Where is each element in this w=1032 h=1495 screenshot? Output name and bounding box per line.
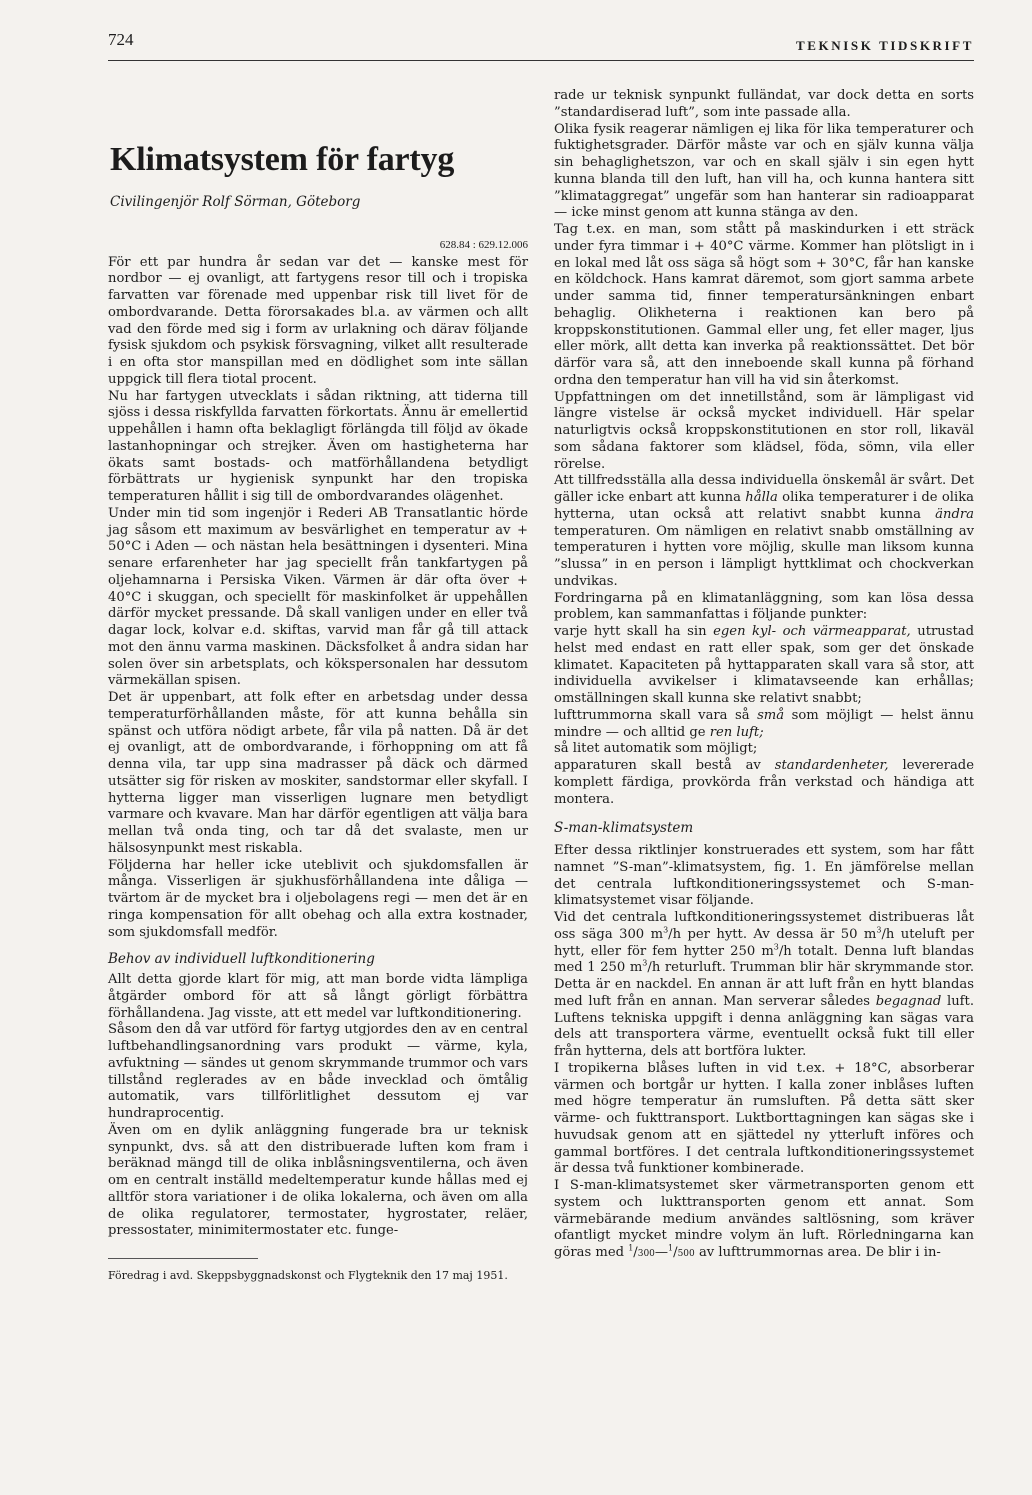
section-heading: S-man-klimatsystem (554, 820, 694, 837)
superscript: 3 (876, 925, 882, 935)
list-item (554, 758, 974, 808)
fraction-denominator: 300 (637, 1249, 655, 1259)
text: /h per hytt. Av dessa är 50 m (668, 926, 877, 942)
emphasis: begagnad (875, 993, 942, 1009)
left-column (108, 82, 528, 1283)
paragraph (554, 1178, 974, 1263)
text: Att tillfredsställa alla dessa individuella önskemål är svårt. Det gäller icke enbart att kunna (554, 473, 974, 505)
article-title: Klimatsystem för fartyg (110, 141, 455, 178)
author-byline: Civilingenjör Rolf Sörman, Göteborg (110, 194, 361, 210)
classification-code: 628.84 : 629.12.006 (439, 238, 528, 251)
text: /h uteluft per hytt, eller för fem hytter 250 m (554, 926, 975, 959)
paragraph: Även om en dylik anläggning fungerade bra ur teknisk synpunkt, dvs. så att den distribuerade luften kom fram i beräknad mängd till de olika inblåsningsventilerna, och även om en centralt inställd medeltemperatur kunde hållas med ej alltför stora variationer i de olika lokalerna, och även om alla de olika regulatorer, termostater, hygrostater, reläer, pressostater, minimitermostater etc. funge- (108, 1122, 528, 1239)
text: Vid det centrala luftkonditioneringssystemet distribueras låt oss säga 300 m (554, 910, 974, 942)
header-rule (108, 60, 974, 61)
journal-name: TEKNISK TIDSKRIFT (796, 38, 974, 53)
text: temperaturen. Om nämligen en relativt snabb omställning av temperaturen i hytten vore möjlig, skulle man liksom kunna ”slussa” in en person i lämpligt hyttklimat och chockverkan undvikas. (554, 523, 974, 589)
paragraph: För ett par hundra år sedan var det — kanske mest för nordbor — ej ovanligt, att fartygens resor till och i tropiska farvatten var förenade med uppenbar risk till livet för de ombordvarande. Detta förorsakades bl.a. av värmen och allt vad den förde med sig i form av urlakning och därav följande fysisk sjukdom och psykisk försvagning, vilket allt resulterade i en ofta stor manspillan med en dödlighet som inte sällan uppgick till flera tiotal procent. (108, 254, 528, 387)
footnote: Föredrag i avd. Skeppsbyggnadskonst och Flygteknik den 17 maj 1951. (108, 1269, 508, 1282)
emphasis: egen kyl- och värmeapparat, (713, 624, 911, 639)
list-item (554, 708, 974, 742)
paragraph: Tag t.ex. en man, som stått på maskindurken i ett sträck under fyra timmar i + 40°C värme. Kommer han plötsligt in i en lokal med låt oss säga så högt som + 30°C, får han kanske en köldchock. Hans kamrat däremot, som gjort samma arbete under samma tid, finner temperatursänkningen enbart behaglig. Olikheterna i reaktionen kan bero på kroppskonstitutionen. Gammal eller ung, fet eller mager, ljus eller mörk, allt detta kan inverka på reaktionssättet. Det bör därför vara så, att den inneboende skall kunna på förhand ordna den temperatur han vill ha vid sin återkomst. (554, 222, 974, 388)
superscript: 3 (642, 958, 648, 968)
text: lufttrummorna skall vara så (554, 707, 758, 723)
superscript: 3 (663, 925, 669, 935)
fraction-numerator: 1 (668, 1243, 674, 1253)
paragraph: Efter dessa riktlinjer konstruerades ett system, som har fått namnet ”S-man”-klimatsystem, fig. 1. En jämförelse mellan det centrala luftkonditioneringssystemet och S-man-klimatsystemet visar följande. (554, 843, 974, 909)
text: som möjligt — helst ännu mindre — och alltid ge (554, 707, 974, 740)
paragraph: Fordringarna på en klimatanläggning, som kan lösa dessa problem, kan sammanfattas i följande punkter: (554, 590, 974, 623)
emphasis: ren luft; (709, 724, 764, 740)
paragraph: Följderna har heller icke uteblivit och sjukdomsfallen är många. Visserligen är sjukhusförhållandena inte dåliga — tvärtom är de mycket bra i oljebolagens regi — men det är en ringa kompensation för allt obehag och alla extra kostnader, som sjukdomsfall medför. (108, 857, 528, 940)
text: /h returluft. Trumman blir här skrymmande stor. Detta är en nackdel. En annan är att luft från en hytt blandas med luft från en annan. Man serverar således (554, 960, 974, 1009)
fraction-slash: / (633, 1245, 638, 1260)
emphasis: hålla (745, 490, 778, 505)
paragraph: Olika fysik reagerar nämligen ej lika för lika temperaturer och fuktighetsgrader. Därför måste var och en själv kunna välja sin behaglighetszon, var och en skall själv i sin egen hytt kunna blanda till den luft, han vill ha, och kunna hantera sitt ”klimataggregat” ungefär som han hanterar sin radioapparat — icke minst genom att kunna stänga av den. (554, 121, 974, 221)
paragraph (554, 473, 974, 590)
text: /h totalt. Denna luft blandas med 1 250 m (554, 943, 974, 976)
text: varje hytt skall ha sin (554, 624, 714, 639)
text: luft. Luftens tekniska uppgift i denna anläggning kan sägas vara dels att transportera värme, eventuellt också fukt till eller från hytterna, dels att bortföra lukter. (554, 993, 974, 1059)
paragraph: Uppfattningen om det innetillstånd, som är lämpligast vid längre vistelse är också mycket individuell. Här spelar naturligtvis också kroppskonstitutionen en stor roll, likaväl som sådana faktorer som klädsel, föda, sömn, vila eller rörelse. (554, 389, 974, 472)
fraction-denominator: 500 (677, 1249, 695, 1259)
text: av lufttrummornas area. De blir i in- (694, 1245, 941, 1260)
text: apparaturen skall bestå av (554, 758, 775, 773)
paragraph: Nu har fartygen utvecklats i sådan riktning, att tiderna till sjöss i dessa riskfyllda farvatten förkortats. Ännu är emellertid uppehållen i hamn ofta beklagligt förlängda till följd av ökade lastanhopningar och strejker. Även om hastigheterna har ökats samt bostads- och matförhållandena betydligt förbättrats ur hygienisk synpunkt har den tropiska temperaturen hållit i sig till de ombordvarandes olägenhet. (108, 388, 528, 504)
list-item: så litet automatik som möjligt; (554, 741, 758, 757)
paragraph (554, 910, 974, 1061)
section-heading: Behov av individuell luftkonditionering (108, 951, 375, 968)
emphasis: ändra (935, 506, 974, 522)
text: levererade komplett färdiga, provkörda från verkstad och händiga att montera. (554, 758, 974, 807)
paragraph: rade ur teknisk synpunkt fulländat, var dock detta en sorts ”standardiserad luft”, som inte passade alla. (554, 88, 974, 120)
fraction-slash: / (673, 1245, 678, 1260)
page-number: 724 (108, 30, 134, 49)
paragraph: Det är uppenbart, att folk efter en arbetsdag under dessa temperaturförhållanden måste, för att kunna behålla sin spänst och utföra nödigt arbete, får vila på natten. Då är det ej ovanligt, att de ombordvarande, i förhoppning om att få denna vila, tar upp sina madrasser på däck och därmed utsätter sig för risken av moskiter, sandstormar eller skyfall. I hytterna ligger man visserligen lugnare men betydligt varmare och kvavare. Man har därför egentligen att välja bara mellan två onda ting, och tar då det svalaste, men ur hälsosynpunkt mest riskabla. (108, 690, 528, 856)
right-column (554, 88, 974, 1263)
text: I S-man-klimatsystemet sker värmetransporten genom ett system och lukttransporten genom ett annat. Som värmebärande medium användes saltlösning, som kräver ofantligt mycket mindre volym än luft. Rörledningarna kan göras med (554, 1178, 974, 1260)
text: utrustad helst med endast en ratt eller spak, som ger det önskade klimatet. Kapaciteten på hyttapparaten skall vara så stor, att individuella avvikelser i klimatavseende kan erhållas; omställningen skall kunna ske relativt snabbt; (554, 624, 974, 706)
footnote-rule (108, 1258, 258, 1259)
list-item (554, 624, 974, 708)
text: olika temperaturer i de olika hytterna, utan också att relativt snabbt kunna (554, 490, 974, 522)
emphasis: standardenheter, (774, 758, 889, 773)
fraction-numerator: 1 (628, 1243, 634, 1253)
superscript: 3 (773, 942, 779, 952)
paragraph: Allt detta gjorde klart för mig, att man borde vidta lämpliga åtgärder ombord för att så långt görligt förbättra förhållandena. Jag visste, att ett medel var luftkonditionering. (108, 972, 528, 1021)
fraction-dash: — (654, 1245, 669, 1260)
paragraph: Under min tid som ingenjör i Rederi AB Transatlantic hörde jag såsom ett maximum av besvärlighet en temperatur av + 50°C i Aden — och nästan hela besättningen i dysenteri. Mina senare erfarenheter har jag speciellt från tankfartygen på oljehamnarna i Persiska Viken. Värmen är där ofta över + 40°C i skuggan, och speciellt för maskinfolket är uppehållen därför mycket pressande. Då skall vanligen under en eller två dagar lock, kolvar e.d. skiftas, varvid man får gå till attack mot den ännu varma maskinen. Däcksfolket å andra sidan har solen över sin arbetsplats, och kökspersonalen har dessutom värmekällan spisen. (108, 505, 528, 689)
emphasis: små (757, 707, 785, 723)
paragraph: I tropikerna blåses luften in vid t.ex. + 18°C, absorberar värmen och bortgår ur hytten. I kalla zoner inblåses luften med högre temperatur än rumsluften. På detta sätt sker värme- och fukttransport. Luktborttagningen kan sägas ske i huvudsak genom att en sjättedel ny ytterluft införes och gammal bortföres. I det centrala luftkonditioneringssystemet är dessa två funktioner kombinerade. (554, 1060, 974, 1177)
paragraph: Såsom den då var utförd för fartyg utgjordes den av en central luftbehandlingsanordning vars produkt — värme, kyla, avfuktning — sändes ut genom skrymmande trummor och vars tillstånd reglerades av en både invecklad och ömtålig automatik, vars tillförlitlighet dessutom ej var hundraprocentig. (108, 1022, 528, 1121)
